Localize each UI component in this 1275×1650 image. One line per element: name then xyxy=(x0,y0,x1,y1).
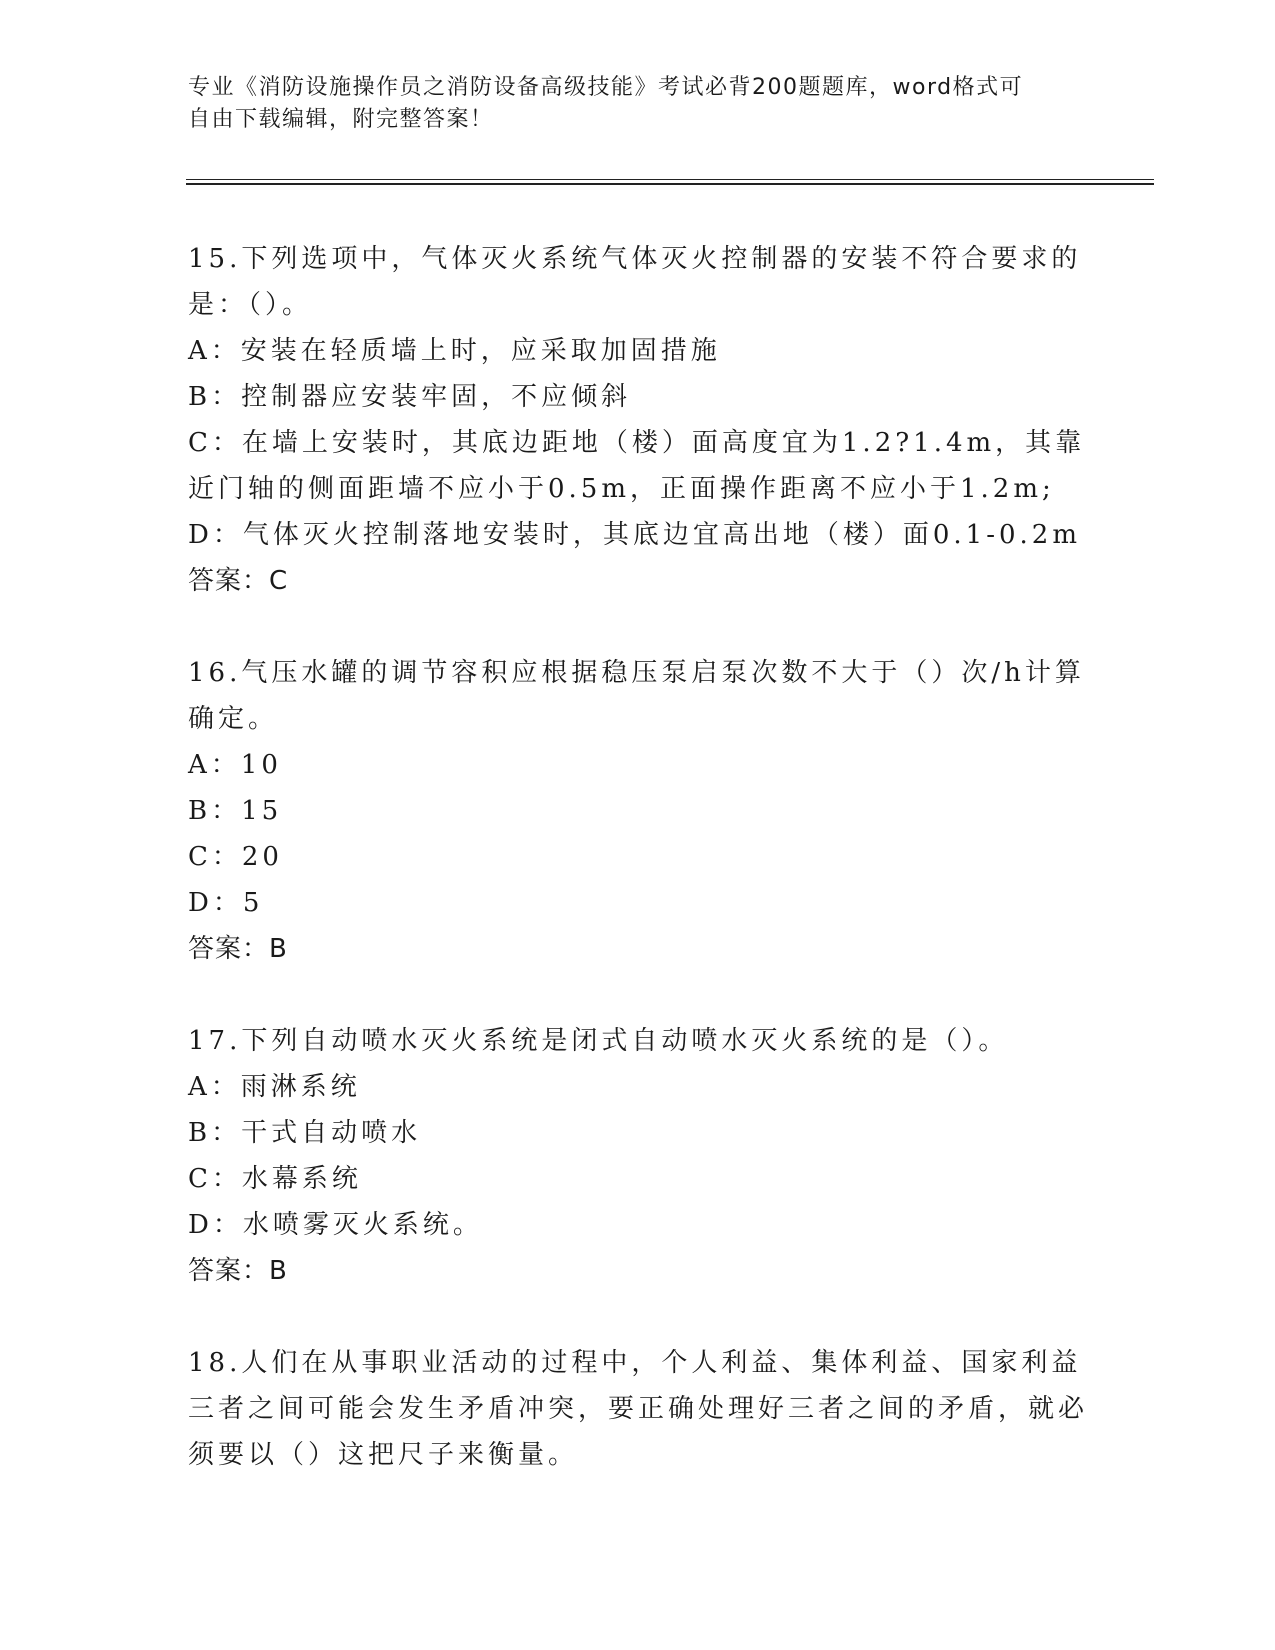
answer-label: 答案：B xyxy=(188,934,288,964)
header-divider-thin xyxy=(186,179,1154,180)
option-d: D：5 xyxy=(188,888,264,918)
option-a: A：安装在轻质墙上时，应采取加固措施 xyxy=(188,336,721,366)
option-c: C：水幕系统 xyxy=(188,1164,362,1194)
option-b: B：干式自动喷水 xyxy=(188,1118,422,1148)
option-c: C：20 xyxy=(188,842,283,872)
document-header xyxy=(188,72,1068,136)
question-17 xyxy=(188,1018,1088,1294)
question-stem: 16.气压水罐的调节容积应根据稳压泵启泵次数不大于（）次/h计算确定。 xyxy=(188,658,1085,734)
option-d: D：气体灭火控制落地安装时，其底边宜高出地（楼）面0.1-0.2m xyxy=(188,520,1081,550)
question-15 xyxy=(188,236,1088,604)
question-18 xyxy=(188,1340,1088,1478)
option-a: A：10 xyxy=(188,750,282,780)
header-line-1: 专业《消防设施操作员之消防设备高级技能》考试必背200题题库，word格式可 xyxy=(188,75,1024,100)
question-list xyxy=(188,236,1088,1524)
header-line-2: 自由下载编辑，附完整答案！ xyxy=(188,107,494,132)
option-b: B：控制器应安装牢固，不应倾斜 xyxy=(188,382,632,412)
option-d: D：水喷雾灭火系统。 xyxy=(188,1210,483,1240)
question-stem: 17.下列自动喷水灭火系统是闭式自动喷水灭火系统的是（）。 xyxy=(188,1026,1009,1056)
answer-label: 答案：C xyxy=(188,566,289,596)
answer-label: 答案：B xyxy=(188,1256,288,1286)
question-stem: 18.人们在从事职业活动的过程中，个人利益、集体利益、国家利益三者之间可能会发生矛盾冲突，要正确处理好三者之间的矛盾，就必须要以（）这把尺子来衡量。 xyxy=(188,1348,1089,1470)
option-b: B：15 xyxy=(188,796,283,826)
option-a: A：雨淋系统 xyxy=(188,1072,361,1102)
header-divider-thick xyxy=(186,183,1154,185)
question-stem: 15.下列选项中，气体灭火系统气体灭火控制器的安装不符合要求的是：（）。 xyxy=(188,244,1082,320)
option-c: C：在墙上安装时，其底边距地（楼）面高度宜为1.2?1.4m，其靠近门轴的侧面距墙不应小于0.5m，正面操作距离不应小于1.2m; xyxy=(188,428,1086,504)
question-16 xyxy=(188,650,1088,972)
